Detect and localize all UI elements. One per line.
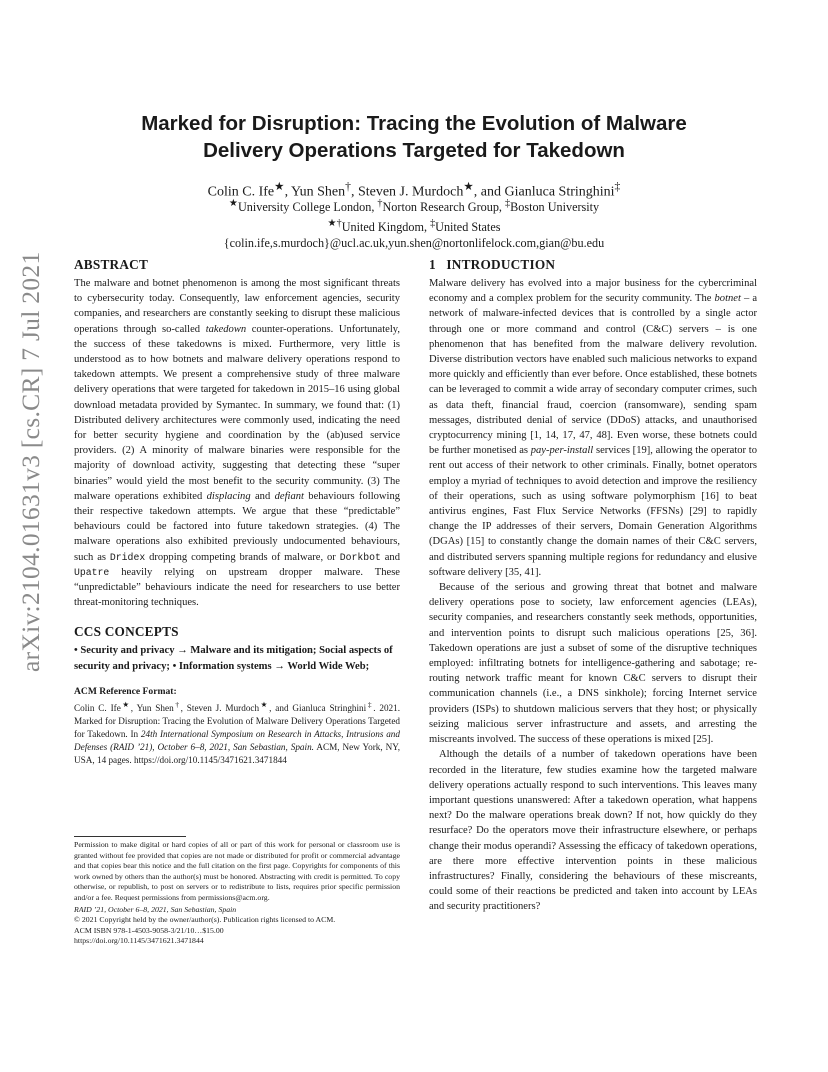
- acm-reference: [74, 685, 400, 767]
- affiliation-mark: ‡: [505, 198, 511, 209]
- text-run: counter-operations. Unfortunately, the success of these takedowns is mixed. Furthermore, very little is understood as to how botnets and malware delivery operations respond to takedown attempts. We present a comprehensive study of three malware delivery operations that were targeted for takedown in 2015–16 using global download metadata provided by Symantec. In summary, we found that: (1) Distributed delivery architectures were commonly used, indicating the need for better security hygiene and coordination by the (ab)used service providers. (2) A minority of malware binaries were responsible for the majority of download activity, suggesting that detecting these “super binaries” would yield the most benefit to the security community. (3) The malware operations exhibited: [74, 323, 400, 502]
- paper-title: [90, 110, 738, 164]
- code-term: Dorkbot: [339, 551, 381, 563]
- abstract-text: [74, 276, 400, 610]
- arxiv-identifier: arXiv:2104.01631v3 [cs.CR] 7 Jul 2021: [16, 251, 45, 672]
- doi-link[interactable]: https://doi.org/10.1145/3471621.3471844: [74, 936, 204, 946]
- text-run: , Yun Shen: [130, 702, 174, 713]
- abstract-heading: ABSTRACT: [74, 257, 149, 272]
- affiliation-mark: ★: [274, 180, 285, 193]
- author-emails: {colin.ife,s.murdoch}@ucl.ac.uk,yun.shen@nortonlifelock.com,gian@bu.edu: [223, 236, 605, 251]
- affiliation-mark: †: [336, 217, 342, 229]
- affiliation-text: Boston University: [510, 200, 600, 215]
- introduction-heading: 1 INTRODUCTION: [429, 257, 556, 272]
- title-line-1: Marked for Disruption: Tracing the Evolution of Malware: [141, 112, 687, 135]
- emphasis: 24th International Symposium on Research in Attacks, Intrusions and Defenses (RAID ’21), October 6–8, 2021, San Sebastian, Spain.: [74, 728, 400, 752]
- acm-reference-heading: ACM Reference Format:: [74, 685, 177, 697]
- text-run: heavily relying on upstream dropper malware. These “unpredictable” behaviours indicate the need for researchers to use better threat-monitoring techniques.: [74, 566, 400, 609]
- text-run: ACM, New York, NY, USA, 14 pages. https://doi.org/10.1145/3471621.3471844: [74, 741, 400, 765]
- intro-paragraph-2: Because of the serious and growing threat that botnet and malware delivery operations pose to society, law enforcement agencies (LEAs), security companies, and researchers constantly seek methods, opportunities, and intervention points to disrupt such malicious operations [25, 36]. Takedown operations are just a subset of some of the disruptive techniques employed: infiltrating botnets for intelligence-gathering and sabotage; re-routing network traffic meant for known C&C servers to disrupt their communication channels (i.e., a DNS sinkhole); forcing Internet service providers (ISPs) to shutdown malicious servers that they host; or physically seizing malicious server infrastructure and assets, and arresting the miscreants involved. The success of these operations is mixed [25].: [429, 582, 757, 746]
- text-run: Malware delivery has evolved into a major business for the cybercriminal economy and a complex problem for the security community. The: [429, 278, 757, 305]
- affiliation-text: United States: [435, 219, 501, 234]
- affiliation-text: University College London,: [237, 200, 378, 215]
- affiliation-mark: ★: [259, 699, 270, 709]
- affiliation-text: United Kingdom,: [341, 219, 431, 234]
- affiliation-mark: ★: [463, 180, 474, 193]
- acm-reference-text: [74, 698, 400, 767]
- affiliation-mark: ‡: [614, 180, 621, 193]
- emphasis: defiant: [274, 490, 304, 502]
- text-run: , Steven J. Murdoch: [180, 702, 260, 713]
- text-run: The malware and botnet phenomenon is among the most significant threats to cybersecurity today. Consequently, law enforcement agencies, security companies, and researchers are constantly seeking to disrupt these malicious operations through so-called: [74, 278, 400, 335]
- emphasis: botnet: [714, 293, 741, 305]
- affiliation-line: [90, 196, 738, 216]
- right-column: [429, 256, 757, 915]
- separator: , and: [473, 184, 505, 200]
- code-term: Dridex: [109, 551, 146, 563]
- ccs-heading: CCS CONCEPTS: [74, 624, 179, 640]
- author-name: Steven J. Murdoch: [357, 184, 464, 200]
- affiliations: [90, 196, 738, 252]
- affiliation-line: [90, 216, 738, 236]
- affiliation-text: Norton Research Group,: [382, 200, 506, 215]
- affiliation-mark: ★: [120, 699, 131, 709]
- author-name: Gianluca Stringhini: [504, 184, 615, 200]
- affiliation-mark: ★: [327, 217, 337, 229]
- text-run: dropping competing brands of malware, or: [145, 551, 340, 563]
- code-term: Upatre: [74, 566, 110, 578]
- text-run: and: [380, 551, 400, 563]
- affiliation-mark: ★: [228, 198, 238, 209]
- title-line-2: Delivery Operations Targeted for Takedown: [203, 139, 625, 162]
- separator: ,: [350, 184, 358, 200]
- emphasis: pay-per-install: [530, 445, 594, 457]
- author-name: Colin C. Ife: [207, 184, 275, 200]
- permission-notice: [74, 840, 400, 947]
- author-name: Yun Shen: [291, 184, 346, 200]
- text-run: . 2021. Marked for Disruption: Tracing the Evolution of Malware Delivery Operations Targeted for Takedown. In: [74, 702, 401, 739]
- affiliation-mark: ‡: [366, 699, 374, 709]
- footnote-rule: [74, 836, 186, 837]
- text-run: behaviours following their respective takedown attempts. We argue that these “predictable” behaviours could be factored into future takedown strategies. (4) The malware operations also exhibited previously undocumented behaviours, such as: [74, 490, 400, 563]
- conference-line: RAID ’21, October 6–8, 2021, San Sebastian, Spain: [74, 904, 237, 914]
- text-run: – a network of malware-infected devices that is controlled by a single actor through one or more command and control (C&C) servers – is one phenomenon that has benefited from the malware delivery revolution. Diverse distribution vectors have enabled such malicious networks to expand more quickly and efficiently than ever before. Once established, these botnets can be leveraged to commit a wide array of secondary computer crimes, such as data theft, financial fraud, coercion (ransomware), sending spam messages, distributed denial of service (DDoS) attacks, and unauthorised cryptocurrency mining [1, 14, 17, 47, 48]. Even worse, these botnets could be further monetised as: [429, 293, 758, 457]
- text-run: and: [250, 490, 275, 502]
- separator: ,: [284, 184, 292, 200]
- affiliation-mark: †: [173, 699, 181, 709]
- text-run: , and Gianluca Stringhini: [269, 702, 367, 713]
- text-run: services [19], allowing the operator to rent out access of their network to other criminals. Finally, botnet operators employ a myriad of techniques to avoid detection and improve the resiliency of their operations, such as using software polymorphism [16] to beat antivirus engines, Fast Flux Service Networks (FFSNs) [29] to rapidly change the IP addresses of their servers, Domain Generation Algorithms (DGAs) [15] to constantly change the domain names of their C&C servers, and distributed servers spanning multiple regions for redundancy and elusive software delivery [35, 41].: [429, 445, 757, 578]
- copyright-line: © 2021 Copyright held by the owner/author(s). Publication rights licensed to ACM.: [74, 915, 336, 925]
- left-column: [74, 256, 400, 767]
- permission-text: Permission to make digital or hard copies of all or part of this work for personal or classroom use is granted without fee provided that copies are not made or distributed for profit or commercial advantage and that copies bear this notice and the full citation on the first page. Copyrights for components of this work owned by others than the author(s) must be honored. Abstracting with credit is permitted. To copy otherwise, or republish, to post on servers or to redistribute to lists, requires prior specific permission and/or a fee. Request permissions from permissions@acm.org.: [74, 840, 400, 902]
- affiliation-mark: ‡: [430, 217, 436, 229]
- text-run: Colin C. Ife: [74, 702, 121, 713]
- affiliation-mark: †: [345, 180, 351, 193]
- intro-paragraph-1: [429, 276, 757, 580]
- ccs-concepts: • Security and privacy → Malware and its mitigation; Social aspects of security and privacy; • Information systems → World Wide Web;: [74, 645, 393, 672]
- emphasis: takedown: [205, 323, 247, 335]
- isbn-line: ACM ISBN 978-1-4503-9058-3/21/10…$15.00: [74, 925, 224, 935]
- intro-paragraph-3: Although the details of a number of takedown operations have been recorded in the literature, few studies examine how the targeted malware delivery operations actually respond to such interventions. This leaves many important questions unanswered: After a takedown operation, what happens next? Do the malware operations break down? If not, how quickly do they resurface? Do the operators move their infrastructure elsewhere, or perhaps change their modus operandi? Assessing the efficacy of takedown operations, are there more effective intervention points in these malicious infrastructures? Finally, considering the behaviours of these miscreants, could some of their reactions be predicted and taken into account by LEAs and security practitioners?: [429, 749, 757, 913]
- affiliation-mark: †: [377, 198, 383, 209]
- emphasis: displacing: [206, 490, 251, 502]
